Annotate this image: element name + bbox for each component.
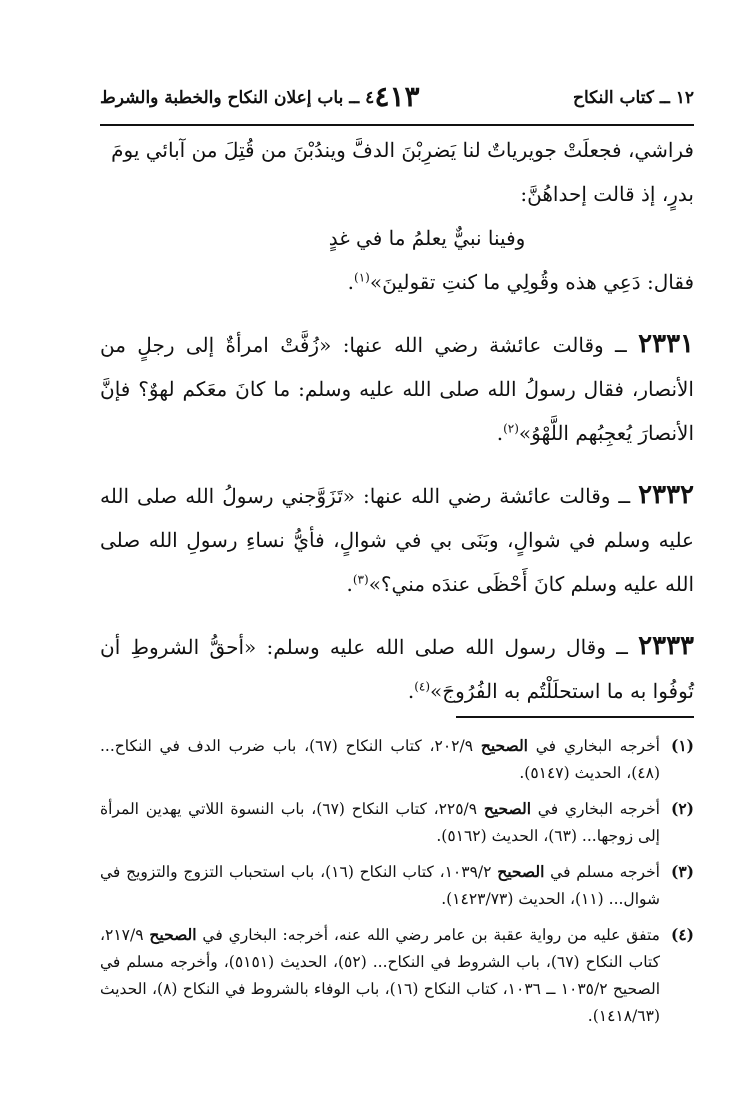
footnote-text: ١٠٣٩/٢، كتاب النكاح (١٦)، باب استحباب التزوج والتزويج في شوال... (١١)، الحديث (١٤٢٣/٧٣). — [100, 863, 660, 908]
footnote-text: أخرجه البخاري في — [527, 737, 660, 755]
text-line: فراشي، فجعلَتْ جويرياتٌ لنا يَضرِبْنَ الدفَّ ويندُبْنَ من قُتِلَ من آبائي يومَ — [111, 138, 694, 162]
footnotes — [100, 732, 694, 1038]
hadith-text: ــ وقال رسول الله صلى الله عليه وسلم: «أحقُّ الشروطِ أن تُوفُوا به ما استحلَلْتُم به الفُرُوجَ» — [100, 635, 694, 703]
footnote-source: الصحيح — [497, 862, 545, 881]
footnote-source: الصحيح — [483, 799, 532, 818]
running-header — [100, 80, 694, 120]
footnote-4 — [100, 921, 694, 1030]
footnote-source: الصحيح — [480, 736, 528, 755]
footnote-1 — [100, 732, 694, 787]
footnote-text: أخرجه البخاري في — [531, 800, 660, 818]
header-divider — [100, 124, 694, 126]
hadith-2331: ٢٣٣١ ــ وقالت عائشة رضي الله عنها: «زُفَّتْ امرأةٌ إلى رجلٍ من الأنصار، فقال رسولُ الله صلى الله عليه وسلم: ما كانَ معَكم لهوٌ؟ فإنَّ الأنصارَ يُعجِبُهم اللَّهْوُ»$^{(٢)}$. — [100, 329, 694, 445]
hadith-2333: ٢٣٣٣ ــ وقال رسول الله صلى الله عليه وسلم: «أحقُّ الشروطِ أن تُوفُوا به ما استحلَلْتُم به الفُرُوجَ»$^{(٤)}$. — [100, 631, 694, 703]
footnote-text: ٢٢٥/٩، كتاب النكاح (٦٧)، باب النسوة اللاتي يهدين المرأة إلى زوجها... (٦٣)، الحديث (٥١٦٢). — [100, 800, 660, 845]
footnote-number: (٣) — [670, 862, 694, 881]
footnote-ref: (٢) — [503, 421, 519, 436]
footnote-text: متفق عليه من رواية عقبة بن عامر رضي الله عنه، أخرجه: البخاري في — [196, 926, 660, 944]
footnote-ref: (٤) — [414, 679, 431, 694]
hadith-text: ــ وقالت عائشة رضي الله عنها: «زُفَّتْ امرأةٌ إلى رجلٍ من الأنصار، فقال رسولُ الله صلى الله عليه وسلم: ما كانَ معَكم لهوٌ؟ فإنَّ الأنصارَ يُعجِبُهم اللَّهْوُ» — [100, 333, 694, 445]
footnote-number: (١) — [670, 736, 694, 755]
footnote-divider — [456, 716, 694, 718]
quote-text: فقال: دَعِي هذه وقُولِي ما كنتِ تقولينَ» — [369, 270, 694, 294]
footnote-ref: (١) — [354, 270, 370, 285]
footnote-source: الصحيح — [149, 925, 197, 944]
footnote-number: (٤) — [670, 925, 694, 944]
footnote-2 — [100, 795, 694, 850]
header-section-title: ٤ ــ باب إعلان النكاح والخطبة والشرط — [100, 88, 375, 108]
page-number: ٤١٣ — [374, 80, 420, 113]
text-line: بدرٍ، إذ قالت إحداهُنَّ: — [520, 182, 694, 206]
header-chapter-title: ١٢ ــ كتاب النكاح — [573, 88, 694, 108]
hadith-number: ٢٣٣١ — [638, 329, 694, 359]
hadith-number: ٢٣٣٢ — [638, 480, 694, 510]
main-text — [100, 128, 694, 713]
footnote-ref: (٣) — [352, 572, 369, 587]
hadith-number: ٢٣٣٣ — [638, 631, 694, 661]
text-line: فقال: دَعِي هذه وقُولِي ما كنتِ تقولينَ»$^{(١)}$. — [347, 270, 694, 294]
hadith-text: ــ وقالت عائشة رضي الله عنها: «تَزَوَّجني رسولُ الله صلى الله عليه وسلم في شوالٍ، وبَنَى بي في شوالٍ، فأيُّ نساءِ رسولِ الله صلى الله عليه وسلم كانَ أَحْظَى عندَه مني؟» — [100, 484, 694, 596]
footnote-3 — [100, 858, 694, 913]
footnote-number: (٢) — [670, 799, 694, 818]
hadith-2332: ٢٣٣٢ ــ وقالت عائشة رضي الله عنها: «تَزَوَّجني رسولُ الله صلى الله عليه وسلم في شوالٍ، وبَنَى بي في شوالٍ، فأيُّ نساءِ رسولِ الله صلى الله عليه وسلم كانَ أَحْظَى عندَه مني؟»$^{(٣)}$. — [100, 480, 694, 596]
footnote-text: ٢١٧/٩، كتاب النكاح (٦٧)، باب الشروط في النكاح... (٥٢)، الحديث (٥١٥١)، وأخرجه مسلم في الصحيح ١٠٣٥/٢ ــ ١٠٣٦، كتاب النكاح (١٦)، باب الوفاء بالشروط في النكاح (٨)، الحديث (١٤١٨/٦٣). — [100, 926, 661, 1025]
footnote-text: ٢٠٢/٩، كتاب النكاح (٦٧)، باب ضرب الدف في النكاح... (٤٨)، الحديث (٥١٤٧). — [100, 737, 660, 782]
footnote-text: أخرجه مسلم في — [544, 863, 660, 881]
poem-verse: وفينا نبيٌّ يعلمُ ما في غدٍ — [328, 226, 526, 250]
